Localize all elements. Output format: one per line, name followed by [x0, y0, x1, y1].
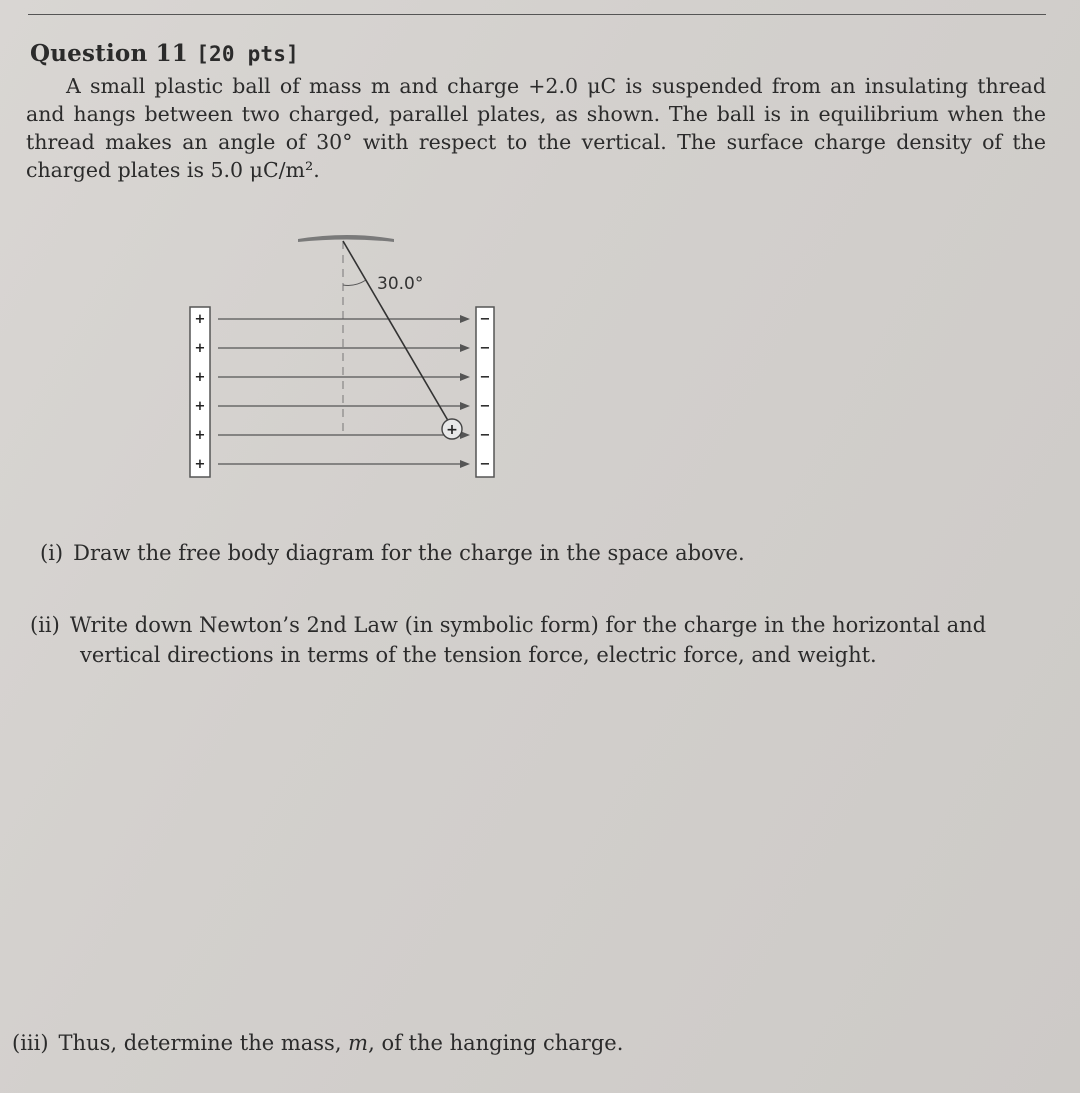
insulating-thread	[343, 241, 450, 424]
part-i-label: (i)	[40, 541, 64, 565]
arrowhead-icon	[460, 373, 470, 381]
question-points: [20 pts]	[196, 42, 299, 66]
arrowhead-icon	[460, 460, 470, 468]
plate-charge-left: +	[194, 399, 206, 414]
question-title	[30, 40, 299, 67]
angle-arc	[343, 280, 366, 285]
part-ii	[30, 610, 1056, 670]
part-iii-label: (iii)	[12, 1031, 49, 1055]
arrowhead-icon	[460, 315, 470, 323]
right-plate	[476, 307, 494, 477]
plate-charge-left: +	[194, 370, 206, 385]
part-i	[40, 538, 1050, 568]
part-ii-text-line1: Write down Newton’s 2nd Law (in symbolic form) for the charge in the horizontal and	[69, 613, 987, 637]
part-iii-text-before: Thus, determine the mass,	[58, 1031, 349, 1055]
question-intro: A small plastic ball of mass m and charge +2.0 μC is suspended from an insulating thread and hangs between two charged, parallel plates, as shown. The ball is in equilibrium when the thread makes an angle of 30° with respect to the vertical. The surface charge density of the charged plates is 5.0 μC/m².	[26, 74, 1046, 182]
plate-charge-right: −	[479, 370, 491, 385]
plate-charge-right: −	[479, 399, 491, 414]
plate-charge-right: −	[479, 341, 491, 356]
ball-charge-sign: +	[446, 422, 458, 438]
question-number: Question 11	[30, 40, 188, 67]
field-arrowheads	[460, 315, 470, 468]
part-ii-text-line2: vertical directions in terms of the tension force, electric force, and weight.	[80, 643, 877, 667]
arrowhead-icon	[460, 344, 470, 352]
plate-charge-left: +	[194, 312, 206, 327]
plate-charge-right: −	[479, 428, 491, 443]
part-iii-text-after: , of the hanging charge.	[368, 1031, 624, 1055]
parallel-plate-diagram	[180, 225, 520, 485]
plate-charge-left: +	[194, 341, 206, 356]
arrowhead-icon	[460, 402, 470, 410]
part-iii	[12, 1028, 1052, 1058]
angle-label: 30.0°	[377, 274, 424, 294]
plate-charge-left: +	[194, 457, 206, 472]
left-plate	[190, 307, 210, 477]
top-rule	[28, 14, 1046, 15]
ceiling-support	[298, 235, 394, 242]
part-ii-label: (ii)	[30, 613, 60, 637]
part-i-text: Draw the free body diagram for the charge in the space above.	[73, 541, 745, 565]
part-iii-variable: m	[348, 1031, 369, 1055]
plate-charge-left: +	[194, 428, 206, 443]
plate-charge-right: −	[479, 457, 491, 472]
plate-charge-right: −	[479, 312, 491, 327]
